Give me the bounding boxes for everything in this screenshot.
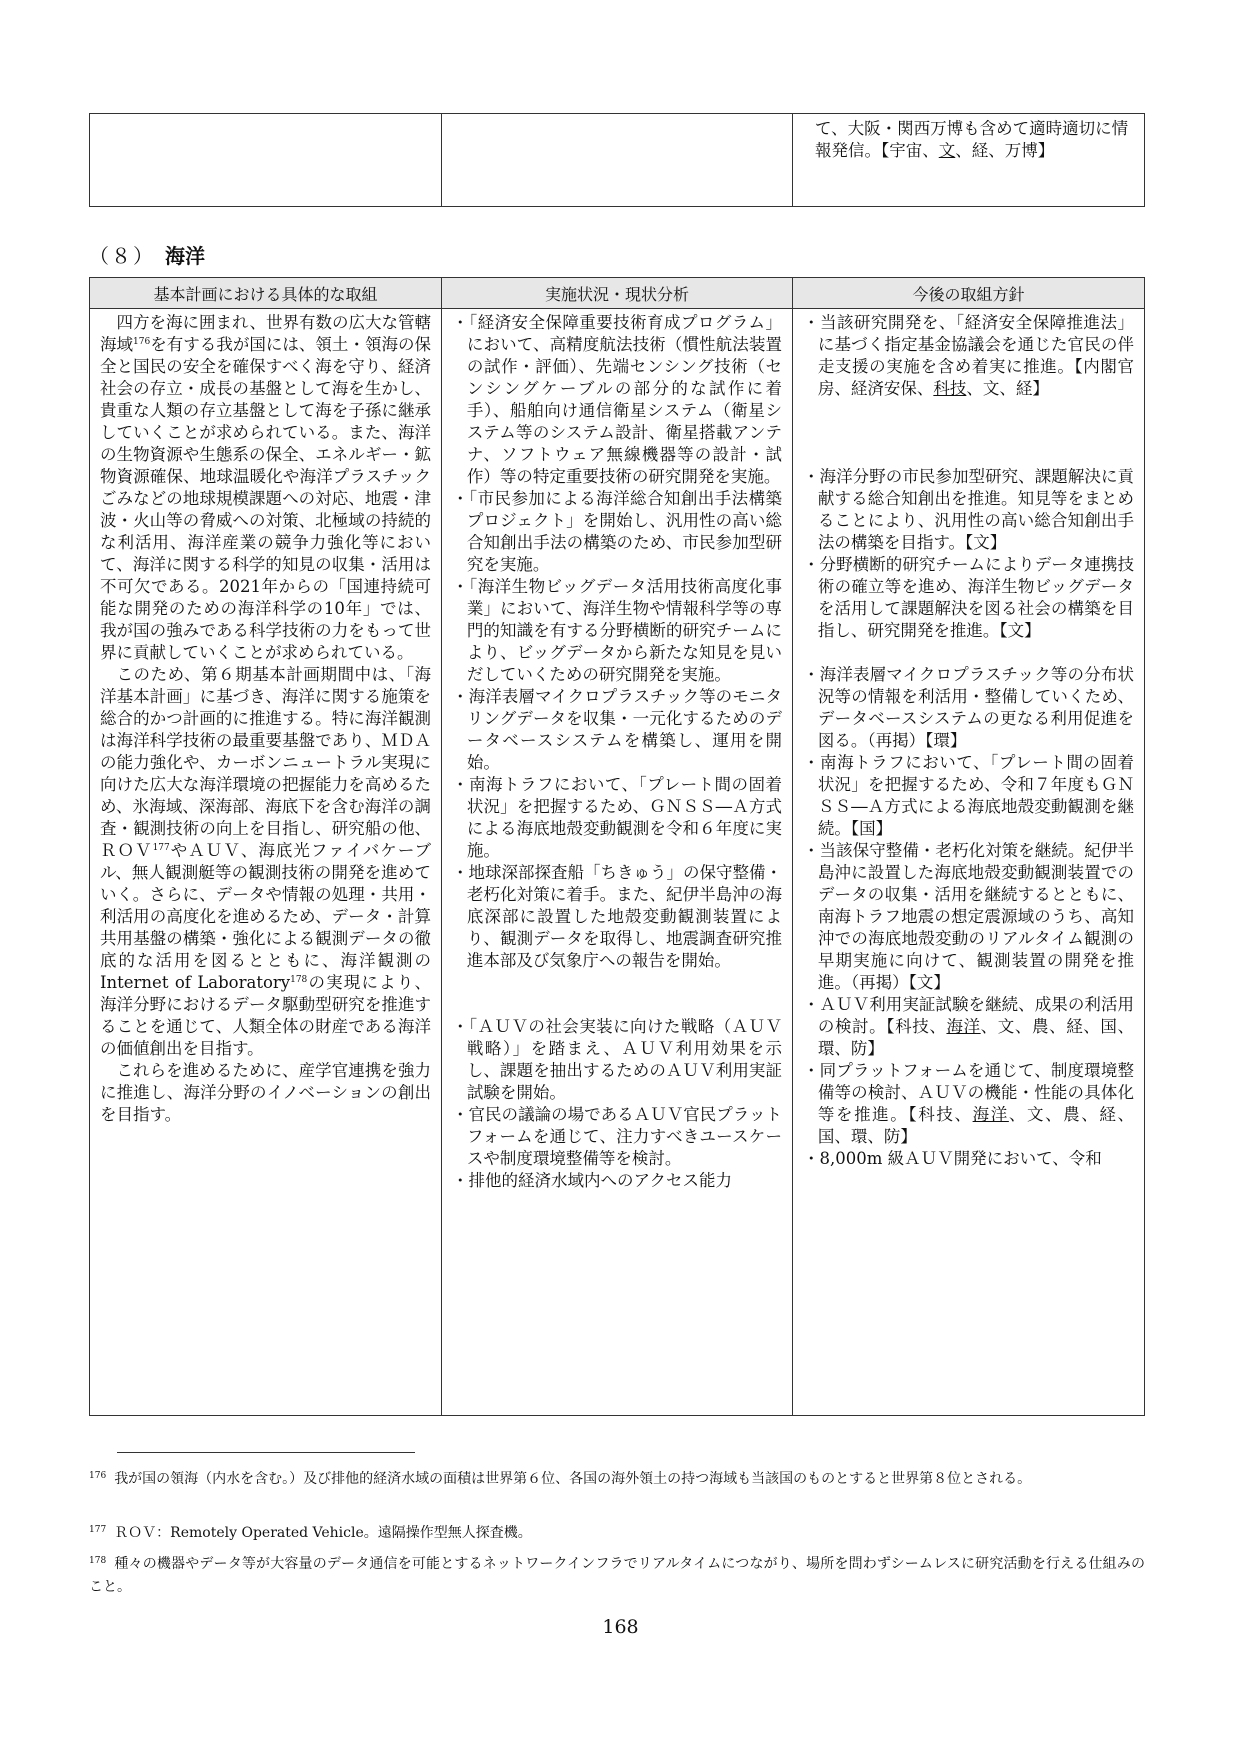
footnote-number: 178 (89, 1556, 107, 1566)
policy-item: ・海洋分野の市民参加型研究、課題解決に貢献する総合知創出を推進。知見等をまとめることにより、汎用性の高い総合知創出手法の構築を目指す。【文】 (803, 467, 1134, 552)
table-header-row (90, 278, 1145, 309)
status-item: ・「経済安全保障重要技術育成プログラム」において、高精度航法技術（慣性航法装置の試作・評価）、先端センシング技術（センシングケーブルの部分的な試作に着手）、船舶向け通信衛星システム（衛星システム等のシステム設計、衛星搭載アンテナ、ソフトウェア無線機器等の設計・試作）等の特定重要技術の研究開発を実施。 (452, 313, 782, 486)
plan-paragraph-3: これらを進めるために、産学官連携を強力に推進し、海洋分野のイノベーションの創出を目指す。 (100, 1061, 431, 1124)
policy-item (803, 312, 1134, 400)
policy-text: 、文、経】 (966, 379, 1049, 398)
status-item: ・排他的経済水域内へのアクセス能力 (452, 1171, 733, 1190)
status-analysis-cell (442, 309, 793, 1416)
footnote-ref-177: 177 (152, 843, 170, 853)
status-item: ・「海洋生物ビッグデータ活用技術高度化事業」において、海洋生物や情報科学等の専門的知識を有する分野横断的研究チームにより、ビッグデータから新たな知見を見いだしていくための研究開発を実施。 (452, 577, 782, 684)
plan-paragraph-2 (100, 664, 431, 1060)
policy-item: ・分野横断的研究チームによりデータ連携技術の確立等を進め、海洋生物ビッグデータを活用して課題解決を図る社会の構築を目指し、研究開発を推進。【文】 (803, 555, 1134, 640)
footnote-number: 176 (89, 1471, 107, 1481)
status-item: ・「市民参加による海洋総合知創出手法構築プロジェクト」を開始し、汎用性の高い総合知創出手法の構築のため、市民参加型研究を実施。 (452, 489, 782, 574)
carryover-cell-plan (90, 114, 442, 207)
policy-text: ・同プラットフォームを通じて、制度環境整備等の検討、ＡＵＶの機能・性能の具体化等を推進。【科技、 (803, 1061, 1134, 1124)
carryover-tail: 、経、万博】 (955, 141, 1055, 160)
underlined-ministry: 海洋 (972, 1105, 1009, 1124)
carryover-text: て、大阪・関西万博も含めて適時適切に情報発信。【宇宙、 (815, 119, 1129, 160)
status-item: ・海洋表層マイクロプラスチック等のモニタリングデータを収集・一元化するためのデータベースシステムを構築し、運用を開始。 (452, 687, 782, 772)
plan-measures-cell (90, 309, 442, 1416)
section-title: 海洋 (165, 244, 205, 268)
carryover-cell-status (442, 114, 793, 207)
status-item: ・「ＡＵＶの社会実装に向けた戦略（ＡＵＶ戦略）」を踏まえ、ＡＵＶ利用効果を示し、課題を抽出するためのＡＵＶ利用実証試験を開始。 (452, 1017, 782, 1102)
footnote-text: ＲＯＶ：Remotely Operated Vehicle。遠隔操作型無人探査機。 (114, 1525, 532, 1541)
footnote-ref-176: 176 (133, 337, 151, 347)
policy-item: ・海洋表層マイクロプラスチック等の分布状況等の情報を利活用・整備していくため、データベースシステムの更なる利用促進を図る。（再掲）【環】 (803, 665, 1134, 750)
table-row (90, 309, 1145, 1416)
plan-text: やＡＵＶ、海底光ファイバケーブル、無人観測艇等の観測技術の開発を進めていく。さらに、データや情報の処理・共用・利活用の高度化を進めるため、データ・計算共用基盤の構築・強化による観測データの徹底的な活用を図るとともに、海洋観測の Internet of Laboratory (100, 841, 432, 992)
footnote-177 (89, 1522, 1145, 1545)
plan-text: を有する我が国には、領土・領海の保全と国民の安全を確保すべく海を守り、経済社会の存立・成長の基盤として海を生かし、貴重な人類の存立基盤として海を子孫に継承していくことが求められている。また、海洋の生物資源や生態系の保全、エネルギー・鉱物資源確保、地球温暖化や海洋プラスチックごみなどの地球規模課題への対応、地震・津波・火山等の脅威への対策、北極域の持続的な利活用、海洋産業の競争力強化等において、海洋に関する科学的知見の収集・活用は不可欠である。2021年からの「国連持続可能な開発のための海洋科学の10年」では、我が国の強みである科学技術の力をもって世界に貢献していくことが求められている。 (100, 335, 432, 662)
policy-item: ・当該保守整備・老朽化対策を継続。紀伊半島沖に設置した海底地殻変動観測装置でのデータの収集・活用を継続するとともに、南海トラフ地震の想定震源域のうち、高知沖での海底地殻変動のリアルタイム観測の早期実施に向けて、観測装置の開発を推進。（再掲）【文】 (803, 841, 1134, 992)
footnote-text: 種々の機器やデータ等が大容量のデータ通信を可能とするネットワークインフラでリアルタイムにつながり、場所を問わずシームレスに研究活動を行える仕組みのこと。 (89, 1556, 1145, 1595)
policy-item (803, 994, 1134, 1060)
policy-item: ・8,000m 級ＡＵＶ開発において、令和 (803, 1149, 1102, 1168)
plan-text: の実現により、海洋分野におけるデータ駆動型研究を推進することを通じて、人類全体の財産である海洋の価値創出を目指す。 (100, 973, 431, 1058)
footnote-text: 我が国の領海（内水を含む。）及び排他的経済水域の面積は世界第６位、各国の海外領土の持つ海域も当該国のものとすると世界第８位とされる。 (114, 1471, 1032, 1487)
policy-text: ・ＡＵＶ利用実証試験を継続、成果の利活用の検討。【科技、 (803, 995, 1134, 1036)
carryover-cell-policy (793, 114, 1145, 207)
carryover-underlined-ministry: 文 (938, 141, 956, 160)
status-item: ・南海トラフにおいて、「プレート間の固着状況」を把握するため、ＧＮＳＳ―Ａ方式による海底地殻変動観測を令和６年度に実施。 (452, 775, 782, 860)
section-heading (89, 240, 205, 269)
section-number: （８） (89, 244, 155, 268)
underlined-ministry: 海洋 (946, 1017, 981, 1036)
footnote-number: 177 (89, 1525, 107, 1535)
page-number: 168 (602, 1616, 639, 1638)
ocean-measures-table (89, 277, 1145, 1416)
policy-item: ・南海トラフにおいて、「プレート間の固着状況」を把握するため、令和７年度もＧＮＳＳ―Ａ方式による海底地殻変動観測を継続。【国】 (803, 753, 1134, 838)
spacer (452, 972, 782, 1016)
policy-text: 、文、農、経、国、環、防】 (817, 1105, 1135, 1146)
carryover-table (89, 113, 1145, 207)
policy-item (803, 1060, 1134, 1148)
footnote-divider (117, 1452, 415, 1453)
policy-text: 、文、農、経、国、環、防】 (817, 1017, 1135, 1058)
status-item: ・官民の議論の場であるＡＵＶ官民プラットフォームを通じて、注力すべきユースケースや制度環境整備等を検討。 (452, 1105, 782, 1168)
header-future-policy: 今後の取組方針 (793, 278, 1145, 309)
footnote-ref-178: 178 (290, 975, 308, 985)
future-policy-cell (793, 309, 1145, 1416)
footnote-178 (89, 1553, 1145, 1599)
status-item: ・地球深部探査船「ちきゅう」の保守整備・老朽化対策に着手。また、紀伊半島沖の海底深部に設置した地殻変動観測装置により、観測データを取得し、地震調査研究推進本部及び気象庁への報告を開始。 (452, 863, 782, 970)
underlined-ministry: 科技 (933, 379, 967, 398)
plan-paragraph-1 (100, 312, 431, 664)
plan-text: 四方を海に囲まれ、世界有数の広大な管轄海域 (100, 313, 431, 354)
spacer (803, 642, 1134, 664)
policy-text: ・当該研究開発を、「経済安全保障推進法」に基づく指定基金協議会を通じた官民の伴走支援の実施を含め着実に推進。【内閣官房、経済安保、 (803, 313, 1134, 398)
spacer (803, 400, 1134, 466)
footnote-176 (89, 1468, 1145, 1491)
table-row (90, 114, 1145, 207)
plan-text: このため、第６期基本計画期間中は、「海洋基本計画」に基づき、海洋に関する施策を総合的かつ計画的に推進する。特に海洋観測は海洋科学技術の最重要基盤であり、ＭＤＡの能力強化や、カーボンニュートラル実現に向けた広大な海洋環境の把握能力を高めるため、氷海域、深海部、海底下を含む海洋の調査・観測技術の向上を目指し、研究船の他、ＲＯＶ (100, 665, 431, 860)
header-plan-measures: 基本計画における具体的な取組 (90, 278, 442, 309)
header-status-analysis: 実施状況・現状分析 (442, 278, 793, 309)
